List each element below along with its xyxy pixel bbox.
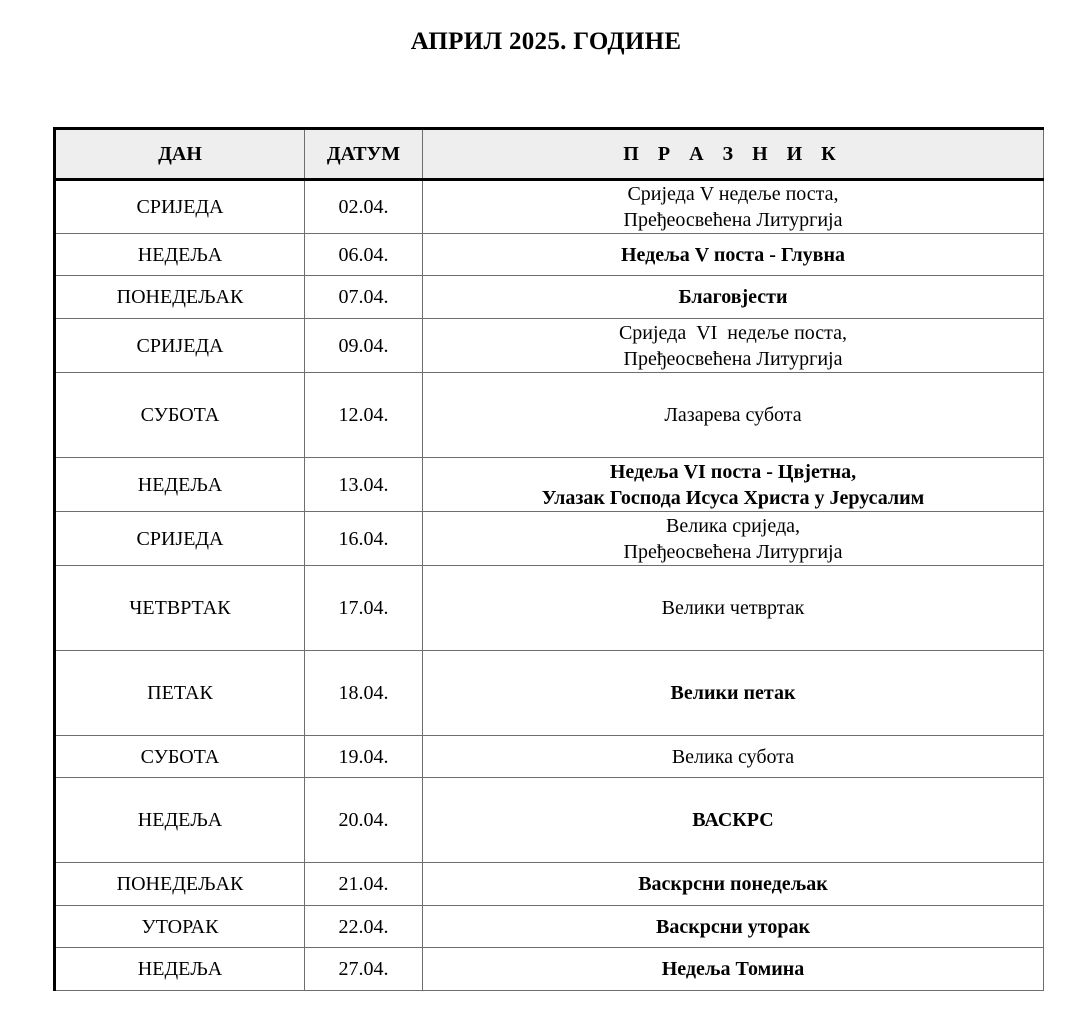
table-row bbox=[55, 276, 1044, 319]
day-cell: НЕДЕЉА bbox=[55, 458, 305, 512]
feast-line: Недеља V поста - Глувна bbox=[621, 243, 845, 266]
day-cell: УТОРАК bbox=[55, 906, 305, 948]
feast-line: Пређеосвећена Литургија bbox=[623, 347, 843, 370]
feast-cell bbox=[423, 512, 1044, 566]
header-day: ДАН bbox=[55, 129, 305, 180]
day-cell: ЧЕТВРТАК bbox=[55, 566, 305, 651]
table-row bbox=[55, 778, 1044, 863]
table-row bbox=[55, 458, 1044, 512]
feast-line: Лазарева субота bbox=[664, 404, 802, 426]
date-cell: 20.04. bbox=[305, 778, 423, 863]
feast-line: Пређеосвећена Литургија bbox=[623, 209, 843, 231]
table-row bbox=[55, 373, 1044, 458]
table-row bbox=[55, 180, 1044, 234]
table-row bbox=[55, 566, 1044, 651]
table-row bbox=[55, 512, 1044, 566]
header-row bbox=[55, 129, 1044, 180]
day-cell: ПЕТАК bbox=[55, 651, 305, 736]
feast-cell bbox=[423, 778, 1044, 863]
feast-cell bbox=[423, 234, 1044, 276]
page-title: АПРИЛ 2025. ГОДИНЕ bbox=[410, 28, 682, 55]
feast-cell bbox=[423, 566, 1044, 651]
day-cell: СРИЈЕДА bbox=[55, 512, 305, 566]
table-row bbox=[55, 948, 1044, 991]
feast-line: Васкрсни уторак bbox=[656, 915, 810, 938]
day-cell: ПОНЕДЕЉАК bbox=[55, 863, 305, 906]
date-cell: 16.04. bbox=[305, 512, 423, 566]
header-date: ДАТУМ bbox=[305, 129, 423, 180]
table-row bbox=[55, 863, 1044, 906]
table-row bbox=[55, 319, 1044, 373]
date-cell: 21.04. bbox=[305, 863, 423, 906]
day-cell: СРИЈЕДА bbox=[55, 180, 305, 234]
date-cell: 13.04. bbox=[305, 458, 423, 512]
feast-cell bbox=[423, 276, 1044, 319]
feast-cell bbox=[423, 863, 1044, 906]
date-cell: 06.04. bbox=[305, 234, 423, 276]
day-cell: СУБОТА bbox=[55, 373, 305, 458]
feast-line: Недеља Томина bbox=[661, 958, 805, 980]
feast-cell bbox=[423, 373, 1044, 458]
date-cell: 09.04. bbox=[305, 319, 423, 373]
date-cell: 22.04. bbox=[305, 906, 423, 948]
date-cell: 17.04. bbox=[305, 566, 423, 651]
feast-line: Сриједа V недеље поста, bbox=[627, 183, 839, 205]
feast-cell bbox=[423, 180, 1044, 234]
feast-cell bbox=[423, 906, 1044, 948]
table-row bbox=[55, 906, 1044, 948]
table-row bbox=[55, 651, 1044, 736]
feast-line: Улазак Господа Исуса Христа у Јерусалим bbox=[541, 486, 925, 509]
feast-cell bbox=[423, 458, 1044, 512]
feast-line: Велика сриједа, bbox=[666, 514, 800, 537]
feast-line: Пређеосвећена Литургија bbox=[623, 540, 843, 563]
day-cell: СРИЈЕДА bbox=[55, 319, 305, 373]
feast-line: Велики петак bbox=[670, 682, 796, 704]
day-cell: НЕДЕЉА bbox=[55, 778, 305, 863]
table-row bbox=[55, 234, 1044, 276]
feast-line: Сриједа VI недеље поста, bbox=[618, 321, 848, 344]
day-cell: ПОНЕДЕЉАК bbox=[55, 276, 305, 319]
date-cell: 19.04. bbox=[305, 736, 423, 778]
feast-line: Велики четвртак bbox=[661, 597, 805, 619]
feast-cell bbox=[423, 948, 1044, 991]
table-row bbox=[55, 736, 1044, 778]
day-cell: НЕДЕЉА bbox=[55, 948, 305, 991]
feast-cell bbox=[423, 319, 1044, 373]
feast-line: Васкрсни понедељак bbox=[638, 873, 828, 895]
date-cell: 12.04. bbox=[305, 373, 423, 458]
date-cell: 18.04. bbox=[305, 651, 423, 736]
feast-line: Благовјести bbox=[678, 286, 788, 308]
date-cell: 27.04. bbox=[305, 948, 423, 991]
feast-cell bbox=[423, 651, 1044, 736]
holiday-schedule-table bbox=[53, 127, 1044, 991]
feast-line: Велика субота bbox=[671, 745, 795, 768]
date-cell: 02.04. bbox=[305, 180, 423, 234]
feast-cell bbox=[423, 736, 1044, 778]
day-cell: СУБОТА bbox=[55, 736, 305, 778]
date-cell: 07.04. bbox=[305, 276, 423, 319]
header-feast bbox=[423, 129, 1044, 180]
feast-line: ВАСКРС bbox=[692, 809, 774, 831]
day-cell: НЕДЕЉА bbox=[55, 234, 305, 276]
feast-line: Недеља VI поста - Цвјетна, bbox=[609, 460, 857, 483]
header-feast-label: П Р А З Н И К bbox=[623, 143, 843, 165]
